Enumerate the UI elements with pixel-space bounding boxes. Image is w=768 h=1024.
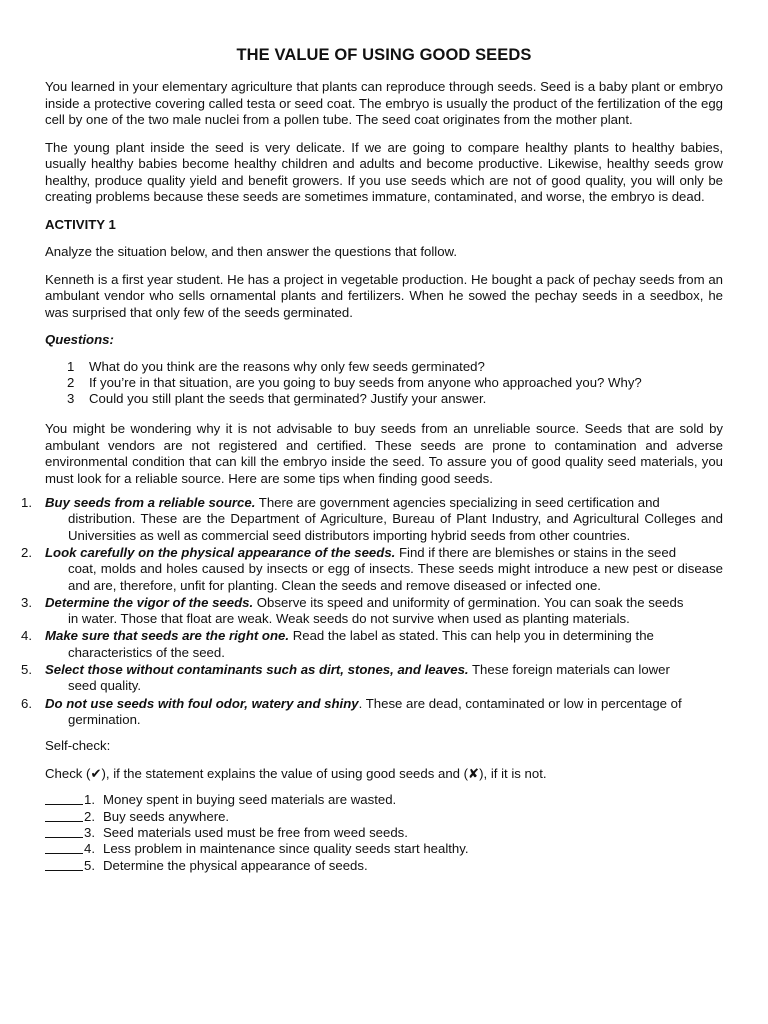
- tip-item: [21, 545, 723, 594]
- cross-mark-icon: ✘: [468, 765, 480, 781]
- tip-lead: Select those without contaminants such as dirt, stones, and leaves.: [45, 662, 469, 678]
- check-mark-icon: ✔: [90, 765, 102, 781]
- tip-item: [21, 628, 723, 661]
- selfcheck-item: [45, 858, 723, 874]
- item-text: Seed materials used must be free from weed seeds.: [103, 825, 408, 841]
- transition-paragraph: You might be wondering why it is not advisable to buy seeds from an unreliable source. Seeds that are sold by ambulant vendors are not registered and certified. These seeds are prone to contamination and adverse environmental condition that can kill the embryo inside the seed. To assure you of good quality seed materials, you must look for a reliable source. Here are some tips when finding good seeds.: [45, 421, 723, 486]
- item-text: Less problem in maintenance since quality seeds start healthy.: [103, 841, 469, 857]
- tip-item: [21, 595, 723, 628]
- question-item: [67, 391, 723, 407]
- item-number: 5.: [84, 857, 95, 873]
- selfcheck-item: [45, 825, 723, 841]
- question-number: 2: [67, 374, 75, 390]
- question-text: Could you still plant the seeds that germinated? Justify your answer.: [89, 390, 487, 406]
- selfcheck-item: [45, 792, 723, 808]
- questions-list: [45, 359, 723, 408]
- selfcheck-item: [45, 841, 723, 857]
- question-text: If you’re in that situation, are you going to buy seeds from anyone who approached you? Why?: [89, 374, 642, 390]
- activity-instruction: Analyze the situation below, and then answer the questions that follow.: [45, 244, 458, 259]
- tips-list: [21, 495, 723, 728]
- question-text: What do you think are the reasons why only few seeds germinated?: [89, 358, 485, 374]
- questions-label: Questions:: [45, 332, 114, 347]
- answer-blank[interactable]: [45, 809, 83, 822]
- answer-blank[interactable]: [45, 792, 83, 805]
- selfcheck-list: [45, 792, 723, 874]
- tip-continuation: in water. Those that float are weak. Weak seeds do not survive when used as planting materials.: [68, 611, 630, 627]
- selfcheck-instruction: [45, 766, 723, 783]
- question-item: [67, 375, 723, 391]
- item-number: 3.: [84, 825, 95, 841]
- tip-lead: Make sure that seeds are the right one.: [45, 628, 290, 644]
- tip-item: [21, 662, 723, 695]
- tip-item: [21, 696, 723, 729]
- tip-continuation: distribution. These are the Department of Agriculture, Bureau of Plant Industry, and Agricultural Colleges and Universities as well as commercial seed distributors importing hybrid seeds from other countries.: [68, 511, 723, 543]
- item-number: 4.: [84, 841, 95, 857]
- answer-blank[interactable]: [45, 825, 83, 838]
- tip-number: 3.: [21, 594, 32, 610]
- tip-number: 4.: [21, 628, 32, 644]
- tip-text: Observe its speed and uniformity of germination. You can soak the seeds: [253, 594, 684, 610]
- tip-number: 2.: [21, 545, 32, 560]
- answer-blank[interactable]: [45, 841, 83, 854]
- item-number: 2.: [84, 808, 95, 824]
- item-number: 1.: [84, 792, 95, 808]
- tip-lead: Do not use seeds with foul odor, watery and shiny: [45, 695, 359, 711]
- tip-text: . These are dead, contaminated or low in percentage of: [358, 695, 682, 711]
- tip-continuation: characteristics of the seed.: [68, 644, 225, 660]
- question-number: 3: [67, 390, 75, 406]
- tip-lead: Determine the vigor of the seeds.: [45, 594, 254, 610]
- instruction-text: ), if it is not.: [479, 765, 547, 781]
- question-number: 1: [67, 358, 75, 374]
- selfcheck-item: [45, 809, 723, 825]
- intro-paragraph-1: You learned in your elementary agriculture that plants can reproduce through seeds. Seed is a baby plant or embryo inside a protective covering called testa or seed coat. The embryo is usually the product of the fertilization of the egg cell by one of the two male nuclei from a pollen tube. The seed coat originates from the mother plant.: [45, 79, 723, 127]
- activity-situation: Kenneth is a first year student. He has a project in vegetable production. He bought a pack of pechay seeds from an ambulant vendor who sells ornamental plants and fertilizers. When he sowed the pechay seeds in a seedbox, he was surprised that only few of the seeds germinated.: [45, 271, 723, 320]
- tip-lead: Buy seeds from a reliable source.: [45, 495, 256, 511]
- tip-text: Read the label as stated. This can help you in determining the: [289, 628, 654, 644]
- tip-text: There are government agencies specializing in seed certification and: [255, 495, 660, 511]
- tip-continuation: seed quality.: [68, 678, 142, 694]
- question-item: [67, 359, 723, 375]
- tip-continuation: coat, molds and holes caused by insects or egg of insects. These seeds might introduce a new pest or disease and are, therefore, unfit for planting. Clean the seeds and remove diseased or infected one.: [68, 561, 723, 593]
- tip-text: Find if there are blemishes or stains in the seed: [395, 545, 677, 560]
- tip-item: [21, 495, 723, 544]
- item-text: Money spent in buying seed materials are wasted.: [103, 792, 397, 808]
- instruction-text: ), if the statement explains the value of using good seeds and (: [101, 765, 469, 781]
- tip-number: 1.: [21, 495, 32, 511]
- instruction-text: Check (: [45, 765, 91, 781]
- tip-number: 5.: [21, 662, 32, 678]
- tip-number: 6.: [21, 695, 32, 711]
- tip-lead: Look carefully on the physical appearance of the seeds.: [45, 545, 396, 560]
- page-title: THE VALUE OF USING GOOD SEEDS: [236, 46, 532, 64]
- intro-paragraph-2: The young plant inside the seed is very delicate. If we are going to compare healthy plants to healthy babies, usually healthy babies become healthy children and adults and become productive. Likewise, healthy seeds grow healthy, produce quality yield and benefit growers. If you use seeds which are not of good quality, you will only be creating problems because these seeds are sometimes immature, contaminated, and worse, the embryo is dead.: [45, 139, 723, 204]
- activity-heading: ACTIVITY 1: [45, 216, 116, 232]
- selfcheck-label: Self-check:: [45, 738, 111, 754]
- item-text: Buy seeds anywhere.: [103, 808, 230, 824]
- answer-blank[interactable]: [45, 858, 83, 871]
- tip-text: These foreign materials can lower: [468, 662, 670, 678]
- item-text: Determine the physical appearance of seeds.: [103, 857, 368, 873]
- tip-continuation: germination.: [68, 711, 141, 727]
